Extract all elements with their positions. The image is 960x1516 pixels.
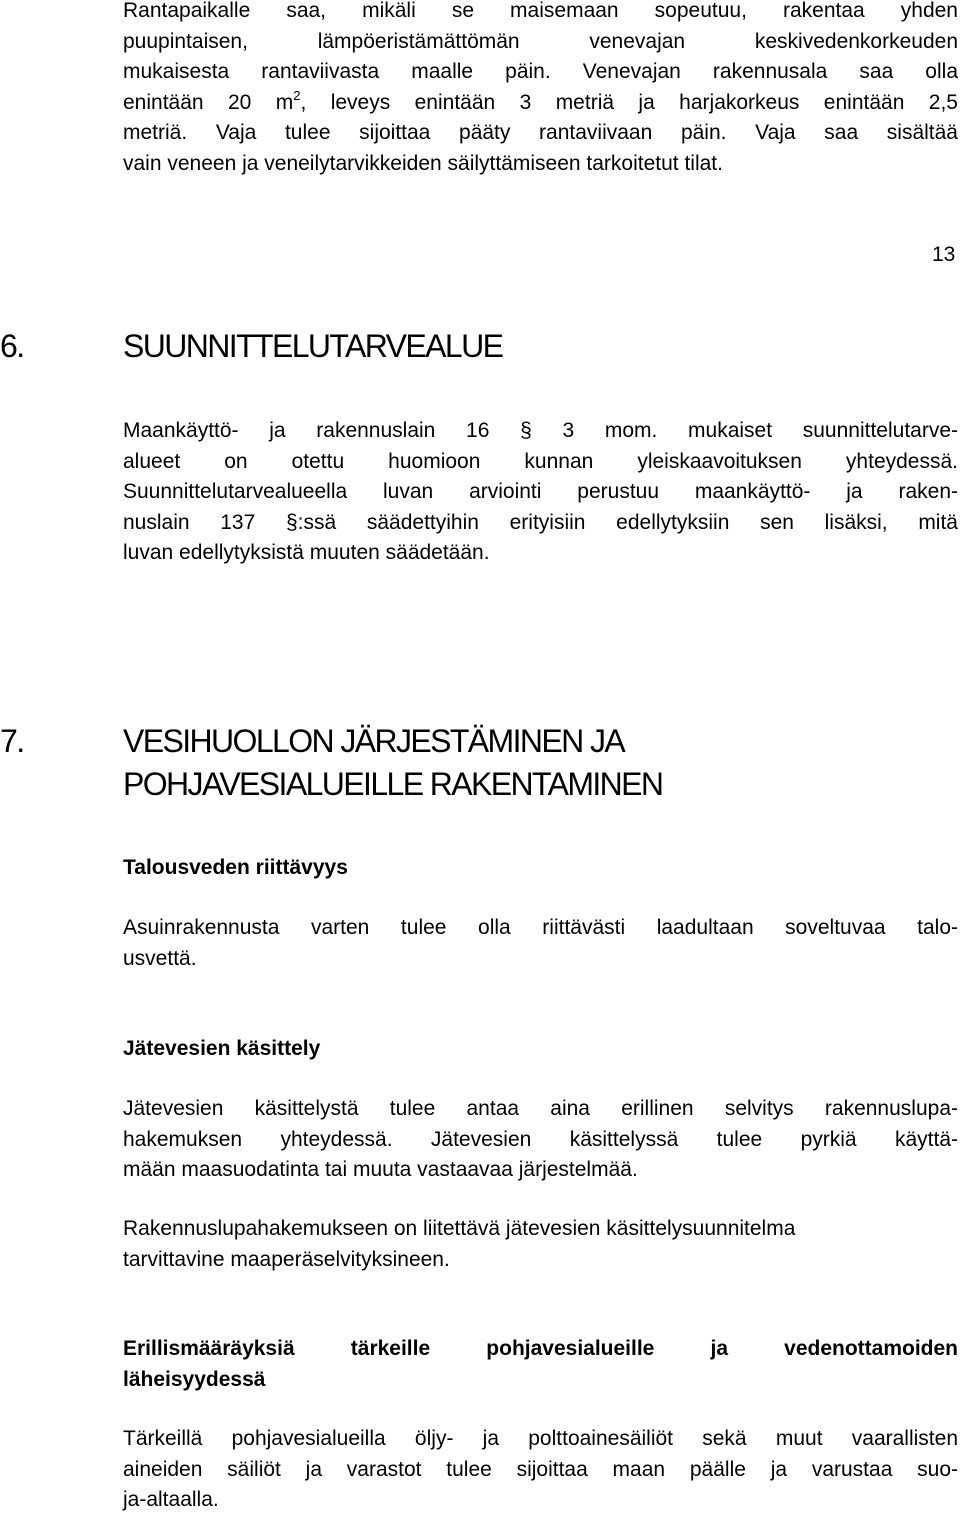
- subheading-water-sufficiency: Talousveden riittävyys: [123, 856, 348, 879]
- groundwater-paragraph: [123, 1424, 958, 1516]
- water-sufficiency-paragraph: [123, 913, 958, 974]
- text-line: ja-altaalla.: [123, 1488, 219, 1511]
- text-line: Jätevesien käsittelystä tulee antaa aina erillinen selvitys rakennuslupa-: [123, 1097, 958, 1120]
- section-number: 6.: [0, 328, 24, 364]
- text-line: Rantapaikalle saa, mikäli se maisemaan sopeutuu, rakentaa yhden: [123, 0, 958, 22]
- text-line: hakemuksen yhteydessä. Jätevesien käsittelyssä tulee pyrkiä käyttä-: [123, 1127, 958, 1151]
- text-line: mukaisesta rantaviivasta maalle päin. Venevajan rakennusala saa olla: [123, 60, 958, 83]
- wastewater-paragraph-1: [123, 1094, 958, 1186]
- text-line: Erillismääräyksiä tärkeille pohjavesialueille ja vedenottamoiden: [123, 1337, 958, 1360]
- text-line: luvan edellytyksistä muuten säädetään.: [123, 541, 490, 564]
- text-line: Suunnittelutarvealueella luvan arviointi perustuu maankäyttö- ja raken-: [123, 480, 958, 503]
- section-number: 7.: [0, 723, 24, 759]
- page-number: 13: [932, 243, 956, 266]
- text-fragment: enintään 20 m: [123, 90, 294, 114]
- section-heading-7: [0, 717, 624, 765]
- text-line: vain veneen ja veneilytarvikkeiden säilyttämiseen tarkoitetut tilat.: [123, 151, 723, 175]
- text-line: Maankäyttö- ja rakennuslain 16 § 3 mom. mukaiset suunnittelutarve-: [123, 419, 958, 442]
- section-title-continued: POHJAVESIALUEILLE RAKENTAMINEN: [123, 766, 663, 802]
- text-line: Rakennuslupahakemukseen on liitettävä jätevesien käsittelysuunnitelma: [123, 1217, 796, 1240]
- text-line: aineiden säiliöt ja varastot tulee sijoittaa maan päälle ja varustaa suo-: [123, 1457, 958, 1481]
- intro-paragraph: [123, 0, 958, 179]
- text-line: nuslain 137 §:ssä säädettyihin erityisiin edellytyksiin sen lisäksi, mitä: [123, 510, 958, 534]
- text-line: Tärkeillä pohjavesialueilla öljy- ja polttoainesäiliöt sekä muut vaarallisten: [123, 1427, 958, 1450]
- text-line: läheisyydessä: [123, 1367, 266, 1391]
- text-line: tarvittavine maaperäselvityksineen.: [123, 1247, 450, 1271]
- text-line: metriä. Vaja tulee sijoittaa pääty rantaviivaan päin. Vaja saa sisältää: [123, 121, 958, 144]
- section6-paragraph: [123, 416, 958, 569]
- section-title: VESIHUOLLON JÄRJESTÄMINEN JA: [123, 723, 625, 759]
- text-line: puupintaisen, lämpöeristämättömän venevajan keskivedenkorkeuden: [123, 29, 958, 53]
- text-line-with-superscript: [123, 88, 958, 119]
- superscript: 2: [293, 87, 301, 103]
- text-fragment: , leveys enintään 3 metriä ja harjakorkeus enintään 2,5: [300, 90, 958, 114]
- text-line: alueet on otettu huomioon kunnan yleiskaavoituksen yhteydessä.: [123, 449, 958, 473]
- text-line: usvettä.: [123, 946, 197, 970]
- subheading-wastewater: Jätevesien käsittely: [123, 1037, 321, 1060]
- text-line: mään maasuodatinta tai muuta vastaavaa järjestelmää.: [123, 1158, 638, 1181]
- wastewater-paragraph-2: [123, 1214, 958, 1275]
- section-heading-6: [0, 322, 502, 370]
- text-line: Asuinrakennusta varten tulee olla riittävästi laadultaan soveltuvaa talo-: [123, 916, 958, 939]
- subheading-groundwater-regulations: [123, 1334, 958, 1395]
- section-title: SUUNNITTELUTARVEALUE: [123, 328, 503, 364]
